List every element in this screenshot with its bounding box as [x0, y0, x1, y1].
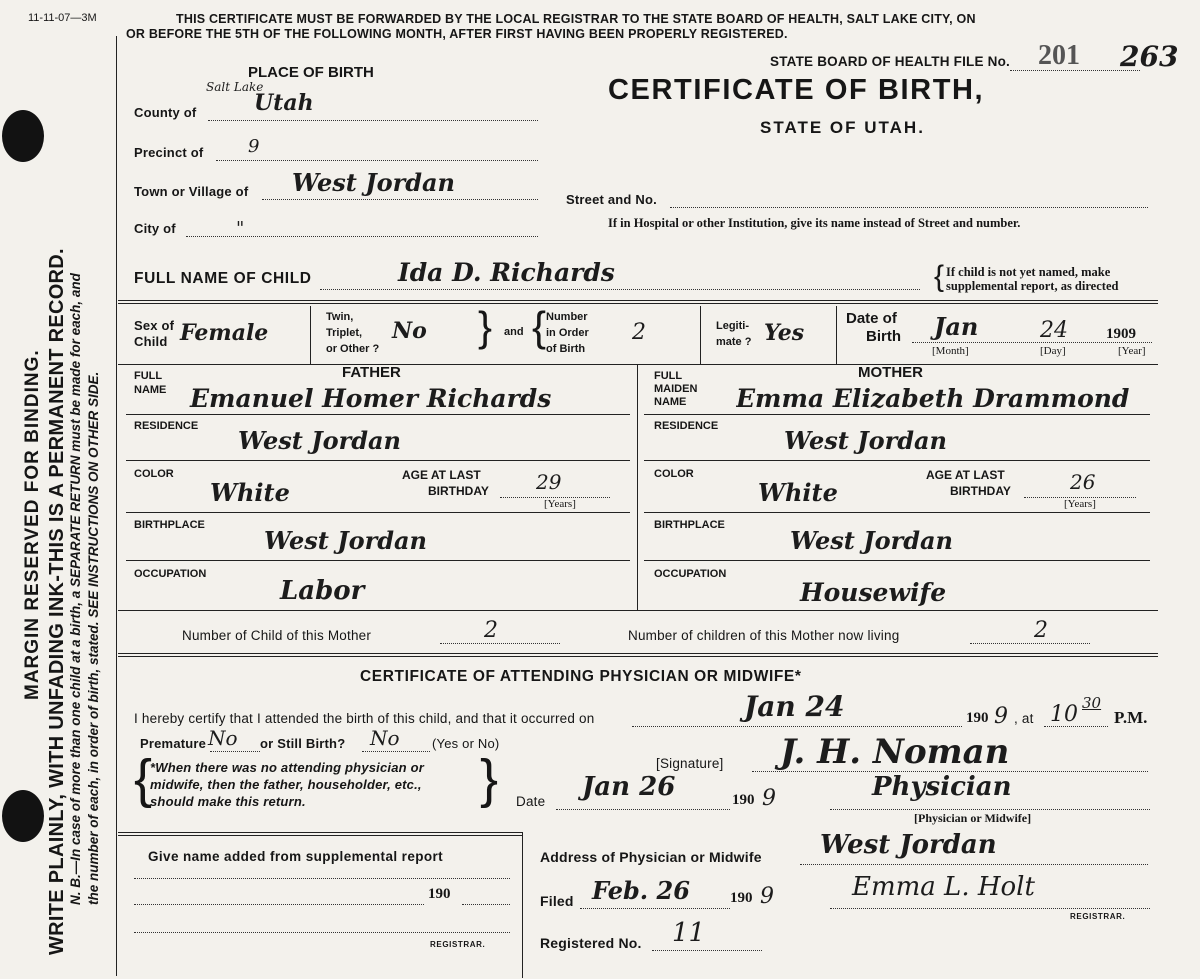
filed-year: 9 — [760, 884, 774, 909]
physician-heading: CERTIFICATE OF ATTENDING PHYSICIAN OR MIDWIFE* — [360, 668, 802, 685]
registrar-label: REGISTRAR. — [1070, 912, 1126, 921]
physician-note-2: midwife, then the father, householder, etc., — [150, 777, 422, 792]
dob-label-1: Date of — [846, 310, 897, 327]
county-note: Salt Lake — [206, 80, 264, 94]
child-name-label: FULL NAME OF CHILD — [134, 270, 312, 287]
rule-5 — [118, 832, 522, 833]
father-age-label-1: AGE AT LAST — [402, 468, 481, 482]
mother-age-label-2: BIRTHDAY — [950, 484, 1011, 498]
header-line-1: THIS CERTIFICATE MUST BE FORWARDED BY THE LOCAL REGISTRAR TO THE STATE BOARD OF HEALTH, SALT LAKE CITY, ON — [176, 12, 976, 26]
legit-value: Yes — [764, 320, 805, 346]
child-number-line — [440, 643, 560, 644]
mother-age-value: 26 — [1070, 470, 1096, 494]
twin-label-3: or Other ? — [326, 343, 380, 355]
father-residence-value: West Jordan — [238, 426, 402, 455]
rule-4 — [118, 653, 1158, 654]
street-label: Street and No. — [566, 192, 657, 207]
margin-note-line2: the number of each, in order of birth, stated. SEE INSTRUCTIONS ON OTHER SIDE. — [86, 371, 101, 905]
father-age-value: 29 — [536, 470, 562, 494]
occurred-year: 9 — [994, 704, 1008, 729]
twin-value: No — [392, 318, 427, 344]
mother-residence-label: RESIDENCE — [654, 420, 719, 432]
certify-text: I hereby certify that I attended the birth of this child, and that it occurred on — [134, 711, 595, 726]
supplemental-label: Give name added from supplemental report — [148, 849, 444, 864]
file-number-label: STATE BOARD OF HEALTH FILE No. — [770, 54, 1010, 69]
father-color-rule — [126, 512, 630, 513]
mother-name-label-3: NAME — [654, 396, 687, 408]
sex-divider — [310, 306, 311, 364]
date-label: Date — [516, 794, 546, 809]
certificate-subtitle: STATE OF UTAH. — [760, 118, 925, 137]
form-left-border — [116, 36, 117, 976]
child-name-value: Ida D. Richards — [398, 258, 615, 287]
order-label-1: Number — [546, 311, 588, 323]
time-suffix: P.M. — [1114, 708, 1148, 727]
occurred-date-line — [632, 726, 962, 727]
father-age-unit: [Years] — [544, 498, 576, 510]
child-number-value: 2 — [484, 618, 498, 643]
occurred-date: Jan 24 — [744, 690, 845, 723]
father-color-value: White — [210, 478, 290, 507]
supplemental-registrar-line — [134, 932, 510, 933]
mother-color-rule — [644, 512, 1150, 513]
signature-label: [Signature] — [656, 756, 724, 771]
twin-brace: } — [478, 303, 493, 350]
city-value: " — [236, 218, 245, 239]
supplemental-line-3 — [462, 904, 510, 905]
file-number-printed: 201 — [1038, 40, 1080, 71]
binding-hole-top — [2, 110, 44, 162]
mother-occupation-label: OCCUPATION — [654, 568, 727, 580]
father-birthplace-label: BIRTHPLACE — [134, 519, 205, 531]
rule-1b — [118, 303, 1158, 304]
city-label: City of — [134, 221, 176, 236]
stillbirth-line — [362, 751, 430, 752]
sex-label-1: Sex of — [134, 318, 175, 333]
supplemental-line-1 — [134, 878, 510, 879]
child-name-note-1: If child is not yet named, make — [946, 265, 1111, 279]
file-number-handwritten: 263 — [1120, 40, 1179, 73]
legit-label-2: mate ? — [716, 336, 752, 348]
supplemental-year-prefix: 190 — [428, 886, 451, 902]
order-divider — [700, 306, 701, 364]
father-residence-label: RESIDENCE — [134, 420, 199, 432]
mother-age-label-1: AGE AT LAST — [926, 468, 1005, 482]
parents-divider — [637, 364, 638, 610]
rule-3 — [118, 610, 1158, 611]
registered-line — [652, 950, 762, 951]
precinct-label: Precinct of — [134, 145, 204, 160]
title-line — [830, 809, 1150, 810]
date-year-prefix: 190 — [732, 792, 755, 808]
mother-name-label-1: FULL — [654, 370, 683, 382]
living-line — [970, 643, 1090, 644]
father-color-label: COLOR — [134, 468, 174, 480]
margin-note-line1: N. B.—In case of more than one child at a birth, a SEPARATE RETURN must be made for each, and — [68, 273, 83, 905]
father-name-value: Emanuel Homer Richards — [190, 384, 552, 413]
note-brace-right: } — [480, 749, 499, 809]
father-birthplace-rule — [126, 560, 630, 561]
time-sup: 30 — [1082, 694, 1102, 712]
bottom-divider — [522, 832, 523, 978]
registered-value: 11 — [672, 918, 706, 948]
registrar-signature-line — [830, 908, 1150, 909]
hospital-note: If in Hospital or other Institution, give its name instead of Street and number. — [608, 216, 1021, 230]
physician-note-3: should make this return. — [150, 794, 306, 809]
registered-label: Registered No. — [540, 935, 642, 951]
mother-residence-value: West Jordan — [784, 426, 948, 455]
header-line-2: OR BEFORE THE 5TH OF THE FOLLOWING MONTH, AFTER FIRST HAVING BEEN PROPERLY REGISTERED. — [126, 27, 788, 41]
occurred-year-prefix: 190 — [966, 710, 989, 726]
filed-value: Feb. 26 — [592, 876, 690, 905]
dob-label-2: Birth — [866, 328, 901, 345]
father-occupation-value: Labor — [280, 576, 365, 606]
county-line — [208, 120, 538, 121]
father-birthplace-value: West Jordan — [264, 526, 428, 555]
address-line — [800, 864, 1148, 865]
rule-2 — [118, 364, 1158, 365]
mother-color-label: COLOR — [654, 468, 694, 480]
filed-label: Filed — [540, 893, 574, 909]
mother-age-unit: [Years] — [1064, 498, 1096, 510]
certificate-title: CERTIFICATE OF BIRTH, — [608, 74, 985, 106]
child-name-note-2: supplemental report, as directed — [946, 279, 1119, 293]
street-line — [670, 207, 1148, 208]
supplemental-line-2 — [134, 904, 424, 905]
order-label-2: in Order — [546, 327, 589, 339]
address-label: Address of Physician or Midwife — [540, 849, 762, 865]
dob-month: Jan — [934, 312, 979, 341]
mother-occupation-value: Housewife — [800, 578, 947, 607]
father-name-label-1: FULL — [134, 370, 163, 382]
dob-day: 24 — [1040, 318, 1068, 343]
dob-day-label: [Day] — [1040, 345, 1066, 357]
mother-birthplace-value: West Jordan — [790, 526, 954, 555]
rule-5b — [118, 835, 522, 836]
father-name-rule — [126, 414, 630, 415]
at-label: , at — [1014, 711, 1034, 726]
father-age-label-2: BIRTHDAY — [428, 484, 489, 498]
binding-hole-bottom — [2, 790, 44, 842]
margin-permanent-record-text: WRITE PLAINLY, WITH UNFADING INK-THIS IS A PERMANENT RECORD. — [46, 248, 68, 955]
town-value: West Jordan — [292, 168, 456, 197]
dob-month-label: [Month] — [932, 345, 969, 357]
father-residence-rule — [126, 460, 630, 461]
registrar-signature: Emma L. Holt — [852, 872, 1035, 902]
address-value: West Jordan — [820, 830, 997, 860]
form-code: 11-11-07—3M — [28, 12, 97, 24]
stillbirth-label: or Still Birth? — [260, 736, 346, 751]
father-heading: FATHER — [342, 364, 401, 381]
supplemental-registrar-label: REGISTRAR. — [430, 940, 486, 949]
rule-1 — [118, 300, 1158, 301]
twin-label-1: Twin, — [326, 311, 354, 323]
note-brace-left: { — [134, 749, 153, 809]
premature-line — [210, 751, 260, 752]
precinct-line — [216, 160, 538, 161]
time-value: 10 — [1050, 702, 1078, 727]
order-value: 2 — [632, 320, 646, 345]
filed-year-prefix: 190 — [730, 890, 753, 906]
legit-label-1: Legiti- — [716, 320, 749, 332]
and-label: and — [504, 326, 524, 338]
date-line — [556, 809, 730, 810]
yesno-label: (Yes or No) — [432, 736, 500, 751]
premature-label: Premature — [140, 736, 207, 751]
mother-birthplace-rule — [644, 560, 1150, 561]
dob-year: 1909 — [1106, 326, 1136, 342]
place-of-birth-heading: PLACE OF BIRTH — [248, 64, 374, 81]
physician-note-1: *When there was no attending physician or — [150, 760, 425, 775]
living-label: Number of children of this Mother now living — [628, 628, 900, 643]
county-value: Utah — [254, 90, 314, 116]
mother-color-value: White — [758, 478, 838, 507]
sex-label-2: Child — [134, 334, 168, 349]
order-label-3: of Birth — [546, 343, 586, 355]
legit-divider — [836, 306, 837, 364]
mother-heading: MOTHER — [858, 364, 923, 381]
margin-binding-text: MARGIN RESERVED FOR BINDING. — [22, 349, 43, 700]
living-value: 2 — [1034, 618, 1048, 643]
physician-title-value: Physician — [872, 772, 1012, 802]
mother-residence-rule — [644, 460, 1150, 461]
physician-title-label: [Physician or Midwife] — [914, 811, 1032, 825]
sex-value: Female — [180, 320, 269, 346]
order-brace: { — [532, 303, 547, 350]
child-number-label: Number of Child of this Mother — [182, 628, 372, 643]
stillbirth-value: No — [370, 726, 400, 750]
town-label: Town or Village of — [134, 184, 249, 199]
rule-4b — [118, 656, 1158, 657]
mother-name-rule — [644, 414, 1150, 415]
mother-name-value: Emma Elizabeth Drammond — [736, 384, 1130, 413]
county-label: County of — [134, 105, 197, 120]
date-value: Jan 26 — [582, 772, 676, 802]
father-occupation-label: OCCUPATION — [134, 568, 207, 580]
precinct-value: 9 — [248, 136, 260, 157]
date-year: 9 — [762, 786, 776, 811]
child-name-line — [320, 289, 920, 290]
premature-value: No — [208, 726, 238, 750]
filed-line — [580, 908, 730, 909]
dob-year-label: [Year] — [1118, 345, 1146, 357]
father-name-label-2: NAME — [134, 384, 167, 396]
twin-label-2: Triplet, — [326, 327, 363, 339]
mother-birthplace-label: BIRTHPLACE — [654, 519, 725, 531]
signature-value: J. H. Noman — [780, 732, 1010, 772]
town-line — [262, 199, 538, 200]
child-name-note-brace: { — [934, 260, 945, 293]
mother-name-label-2: MAIDEN — [654, 383, 698, 395]
